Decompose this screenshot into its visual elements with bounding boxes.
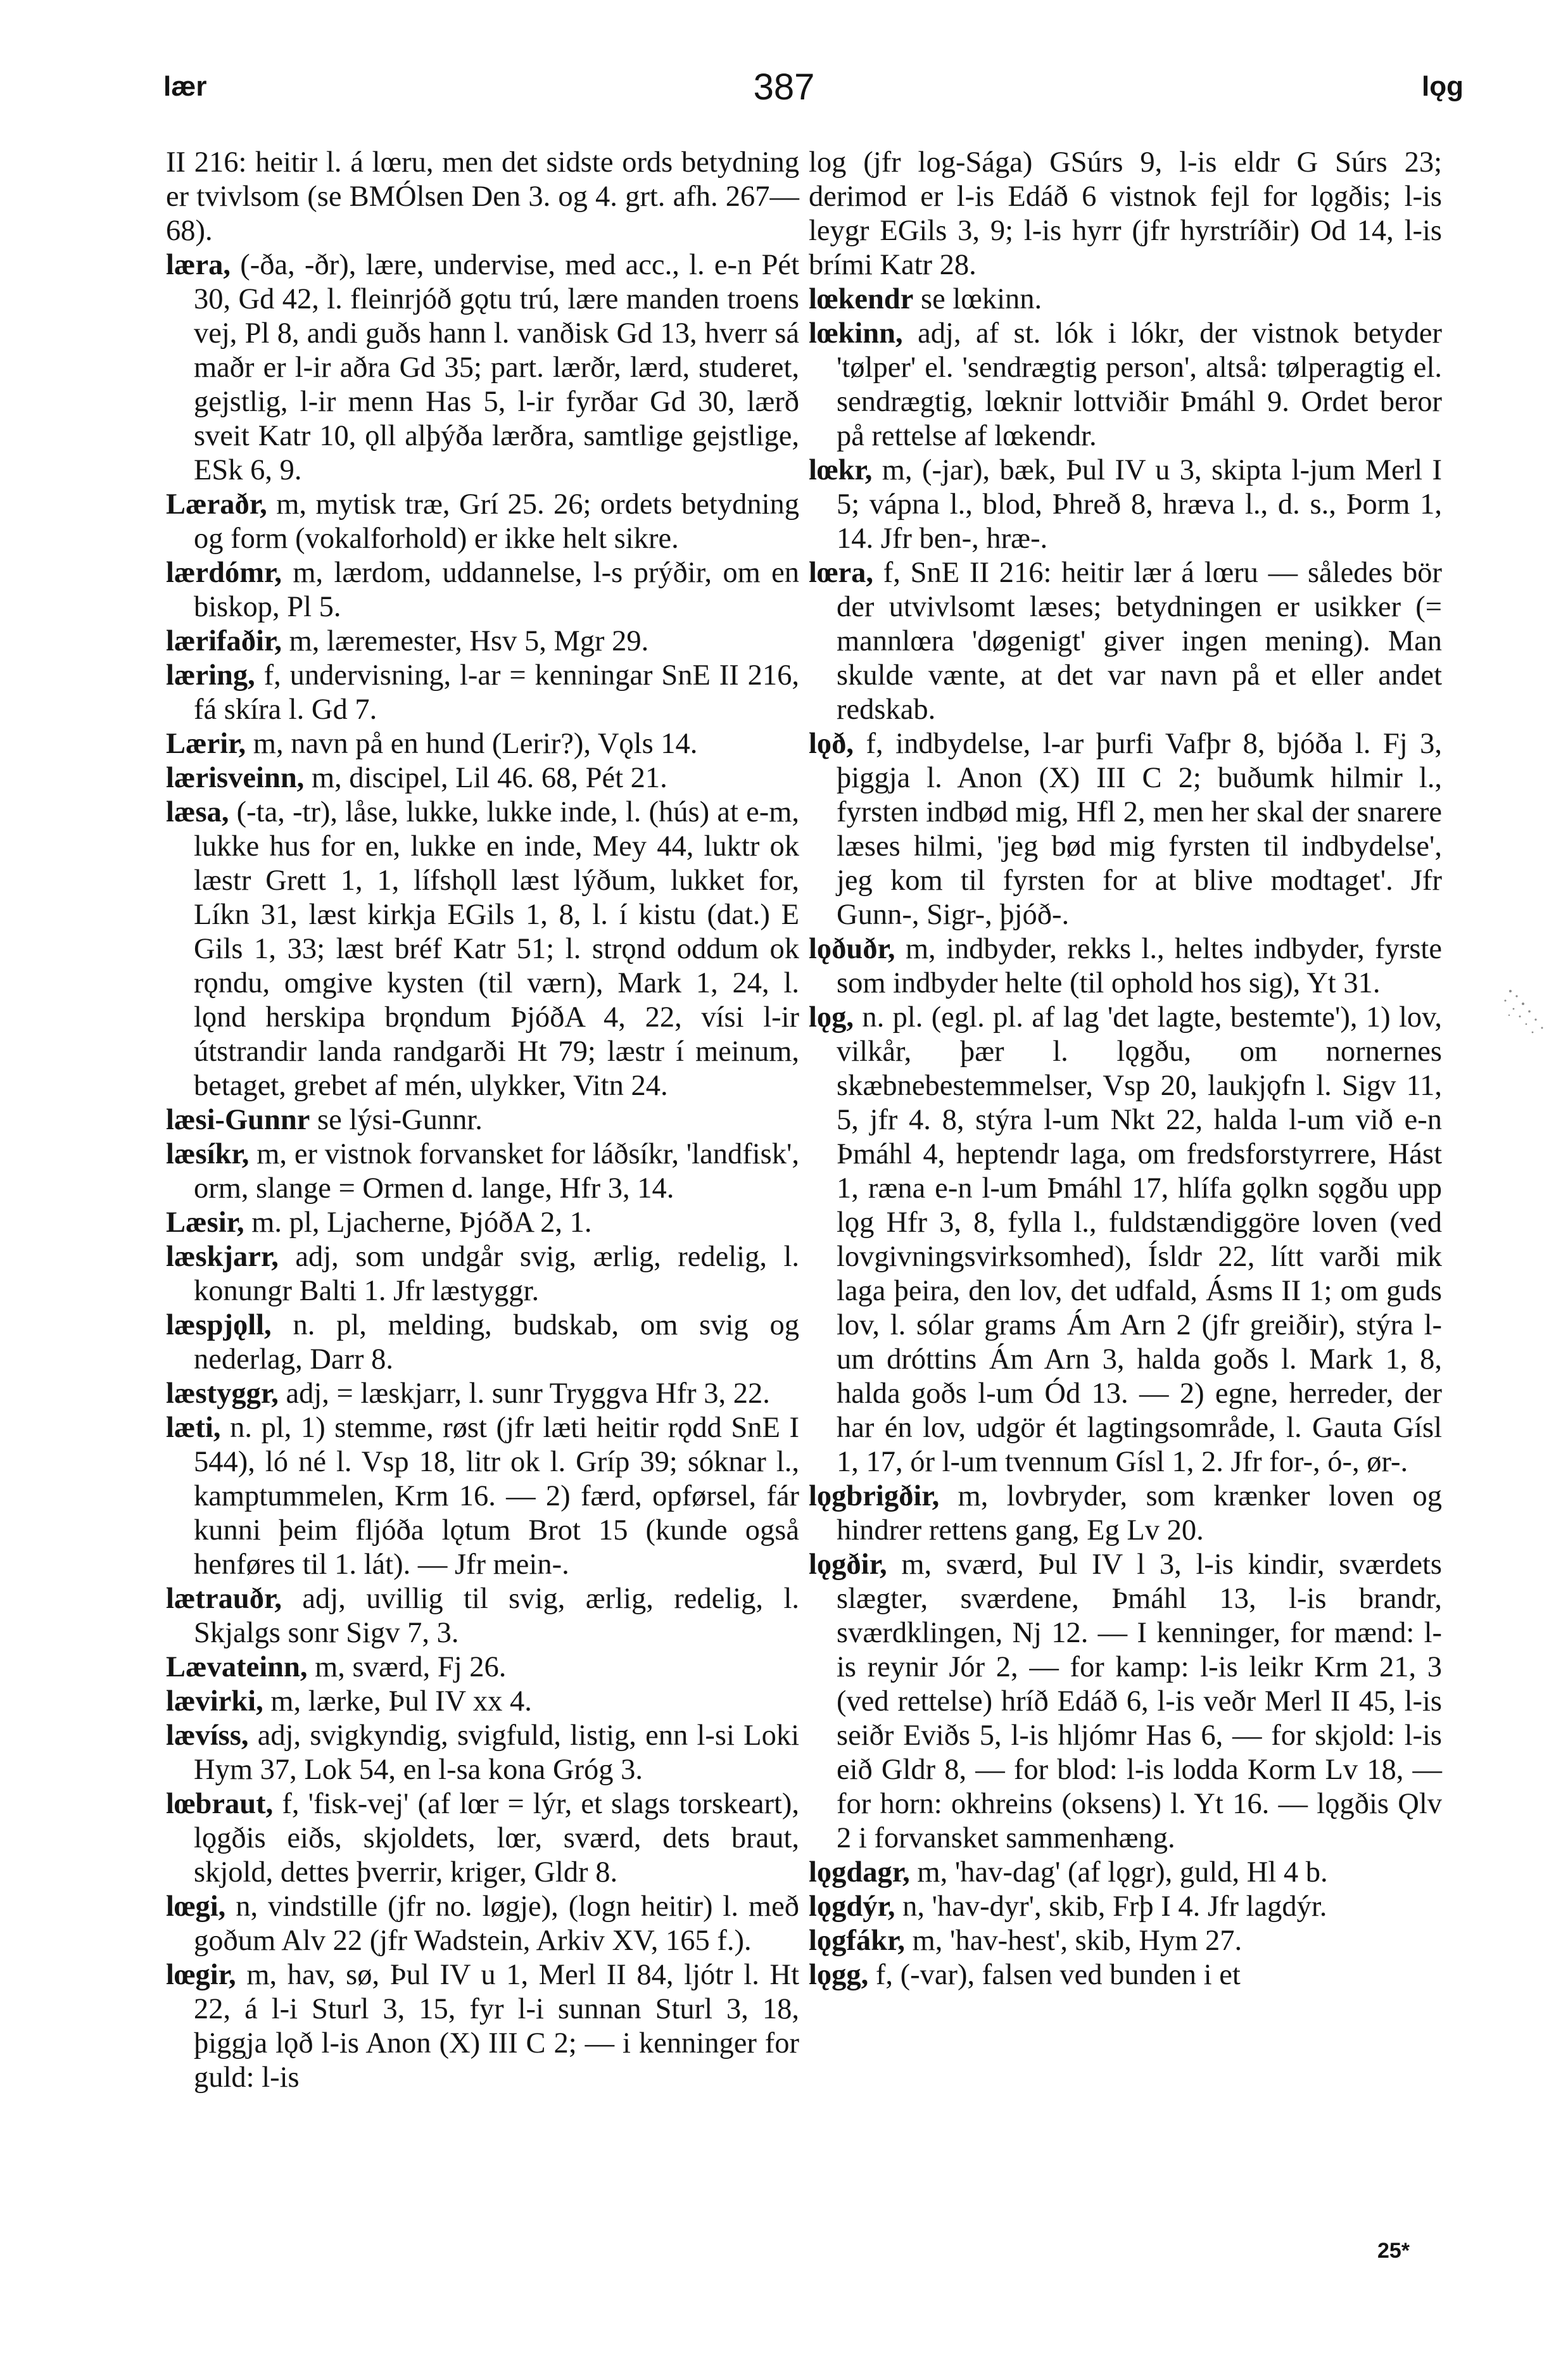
dictionary-entry bbox=[809, 1548, 1442, 1856]
dictionary-entry bbox=[166, 1377, 799, 1411]
entry-definition: n. pl, melding, budskab, om svig og nederlag, Darr 8. bbox=[194, 1309, 799, 1376]
entry-headword: lærisveinn, bbox=[166, 762, 305, 794]
entry-definition: adj, uvillig til svig, ærlig, redelig, l. Skjalgs sonr Sigv 7, 3. bbox=[194, 1583, 799, 1649]
dictionary-entry bbox=[166, 1650, 799, 1685]
entry-headword: læti, bbox=[166, 1412, 221, 1444]
entry-headword: lǫgfákr, bbox=[809, 1925, 906, 1957]
entry-definition: m, er vistnok forvansket for láðsíkr, 'landfisk', orm, slange = Ormen d. lange, Hfr 3, 14. bbox=[194, 1138, 799, 1205]
dictionary-entry bbox=[166, 146, 799, 248]
dictionary-entry bbox=[809, 1001, 1442, 1479]
entry-definition: f, indbydelse, l-ar þurfi Vafþr 8, bjóða l. Fj 3, þiggja l. Anon (X) III C 2; buðumk hilmir l., fyrsten indbød mig, Hfl 2, men her skal der snarere læses hilmi, 'jeg bød mig fyrsten til indbydelse', jeg kom til fyrsten for at blive modtaget'. Jfr Gunn-, Sigr-, þjóð-. bbox=[837, 728, 1442, 931]
entry-headword: lœgi, bbox=[166, 1890, 226, 1923]
entry-headword: lǫðuðr, bbox=[809, 933, 895, 965]
dictionary-entry bbox=[166, 1206, 799, 1240]
dictionary-entry bbox=[166, 1685, 799, 1719]
running-head-right: lǫg bbox=[1422, 71, 1464, 102]
dictionary-entry bbox=[809, 453, 1442, 556]
entry-definition: adj, af st. lók i lókr, der vistnok betyder 'tølper' el. 'sendrægtig person', altså: tølperagtig el. sendrægtig, lœknir lottviðir Þmáhl 9. Ordet beror på rettelse af lœkendr. bbox=[837, 317, 1442, 452]
dictionary-entry bbox=[166, 1411, 799, 1582]
dictionary-entry bbox=[809, 1924, 1442, 1958]
dictionary-entry bbox=[166, 1958, 799, 2095]
page-number: 387 bbox=[753, 66, 815, 108]
entry-definition: m, 'hav-hest', skib, Hym 27. bbox=[905, 1925, 1242, 1957]
running-head-left: lær bbox=[163, 71, 207, 102]
entry-definition: m, lærke, Þul IV xx 4. bbox=[263, 1685, 532, 1718]
entry-headword: lœkendr bbox=[809, 283, 914, 315]
dictionary-entry bbox=[166, 659, 799, 727]
entry-definition: m, lovbryder, som krænker loven og hindrer rettens gang, Eg Lv 20. bbox=[837, 1480, 1442, 1547]
entry-definition: II 216: heitir l. á lœru, men det sidste ords betydning er tvivlsom (se BMÓlsen Den 3. og 4. grt. afh. 267—68). bbox=[166, 146, 799, 247]
entry-definition: adj, som undgår svig, ærlig, redelig, l. konungr Balti 1. Jfr læstyggr. bbox=[194, 1241, 799, 1307]
dictionary-entry bbox=[809, 317, 1442, 453]
entry-headword: lœkr, bbox=[809, 454, 873, 486]
entry-headword: Lævateinn, bbox=[166, 1651, 308, 1683]
entry-definition: (-ða, -ðr), lære, undervise, med acc., l. e-n Pét 30, Gd 42, l. fleinrjóð gǫtu trú, lære manden troens vej, Pl 8, andi guðs hann l. vanðisk Gd 13, hverr sá maðr er l-ir aðra Gd 35; part. lærðr, lærd, studeret, gejstlig, l-ir menn Has 5, l-ir fyrðar Gd 30, lærð sveit Katr 10, ǫll alþýða lærðra, samtlige gejstlige, ESk 6, 9. bbox=[194, 249, 799, 486]
entry-headword: læsi-Gunnr bbox=[166, 1104, 310, 1136]
entry-definition: log (jfr log-Sága) GSúrs 9, l-is eldr G Súrs 23; derimod er l-is Edáð 6 vistnok fejl for lǫgðis; l-is leygr EGils 3, 9; l-is hyrr (jfr hyrstríðir) Od 14, l-is brími Katr 28. bbox=[809, 146, 1442, 281]
entry-definition: n, 'hav-dyr', skib, Frþ I 4. Jfr lagdýr. bbox=[895, 1890, 1327, 1923]
entry-definition: f, 'fisk-vej' (af lœr = lýr, et slags torskeart), lǫgðis eiðs, skjoldets, lœr, sværd, dets braut, skjold, dettes þverrir, kriger, Gldr 8. bbox=[194, 1788, 799, 1889]
dictionary-entry bbox=[809, 1856, 1442, 1890]
entry-definition: m, mytisk træ, Grí 25. 26; ordets betydning og form (vokalforhold) er ikke helt sikre. bbox=[194, 488, 799, 555]
entry-headword: læsa, bbox=[166, 796, 229, 828]
entry-headword: lævirki, bbox=[166, 1685, 263, 1718]
entry-definition: n. pl, 1) stemme, røst (jfr læti heitir rǫdd SnE I 544), ló né l. Vsp 18, litr ok l. Gríp 39; sóknar l., kamptummelen, Krm 16. — 2) færd, opførsel, fár kunni þeim fljóða lǫtum Brot 15 (kunde også henføres til 1. lát). — Jfr mein-. bbox=[194, 1412, 799, 1581]
dictionary-entry bbox=[166, 1137, 799, 1206]
entry-definition: se lýsi-Gunnr. bbox=[310, 1104, 483, 1136]
dictionary-entry bbox=[809, 282, 1442, 317]
entry-headword: lœra, bbox=[809, 557, 874, 589]
entry-headword: læring, bbox=[166, 659, 255, 692]
entry-headword: Læraðr, bbox=[166, 488, 267, 521]
entry-headword: lǫgdagr, bbox=[809, 1856, 910, 1889]
dictionary-entry bbox=[809, 1890, 1442, 1924]
dictionary-entry bbox=[166, 624, 799, 659]
entry-headword: lǫgbrigðir, bbox=[809, 1480, 940, 1512]
entry-definition: m, sværd, Fj 26. bbox=[307, 1651, 507, 1683]
entry-definition: f, undervisning, l-ar = kenningar SnE II 216, fá skíra l. Gd 7. bbox=[194, 659, 799, 726]
entry-headword: lærdómr, bbox=[166, 557, 282, 589]
entry-headword: lævíss, bbox=[166, 1719, 249, 1752]
entry-definition: f, (-var), falsen ved bunden i et bbox=[868, 1959, 1241, 1991]
entry-headword: lætrauðr, bbox=[166, 1583, 282, 1615]
entry-definition: f, SnE II 216: heitir lær á lœru — således bör der utvivlsomt læses; betydningen er usikker (= mannlœra 'døgenigt' giver ingen mening). Man skulde vænte, at det var navn på et eller andet redskab. bbox=[837, 557, 1442, 726]
dictionary-entry bbox=[166, 1240, 799, 1308]
print-speck-mark bbox=[1491, 978, 1561, 1048]
entry-definition: adj, = læskjarr, l. sunr Tryggva Hfr 3, 22. bbox=[278, 1377, 770, 1410]
entry-definition: m, 'hav-dag' (af lǫgr), guld, Hl 4 b. bbox=[909, 1856, 1328, 1889]
dictionary-entry bbox=[166, 248, 799, 488]
right-column bbox=[809, 146, 1442, 1992]
dictionary-entry bbox=[809, 1479, 1442, 1548]
entry-definition: m, lærdom, uddannelse, l-s prýðir, om en biskop, Pl 5. bbox=[194, 557, 799, 623]
entry-headword: lǫð, bbox=[809, 728, 854, 760]
entry-definition: (-ta, -tr), låse, lukke, lukke inde, l. (hús) at e-m, lukke hus for en, lukke en inde, Mey 44, luktr ok læstr Grett 1, 1, lífshǫll læst lýðum, lukket for, Líkn 31, læst kirkja EGils 1, 8, l. í kistu (dat.) E Gils 1, 33; læst bréf Katr 51; l. strǫnd oddum ok rǫndu, omgive kysten (til værn), Mark 1, 24, l. lǫnd herskipa brǫndum ÞjóðA 4, 22, vísi l-ir útstrandir landa randgarði Ht 79; læstr í meinum, betaget, grebet af mén, ulykker, Vitn 24. bbox=[194, 796, 799, 1102]
entry-headword: Lærir, bbox=[166, 728, 246, 760]
entry-headword: læskjarr, bbox=[166, 1241, 279, 1273]
dictionary-entry bbox=[166, 1308, 799, 1377]
entry-definition: m, discipel, Lil 46. 68, Pét 21. bbox=[304, 762, 667, 794]
dictionary-entry bbox=[166, 1890, 799, 1958]
dictionary-entry bbox=[166, 1787, 799, 1890]
entry-definition: m. pl, Ljacherne, ÞjóðA 2, 1. bbox=[244, 1206, 592, 1239]
signature-mark: 25* bbox=[1377, 2239, 1410, 2263]
entry-headword: lǫgg, bbox=[809, 1959, 869, 1991]
dictionary-entry bbox=[166, 795, 799, 1103]
dictionary-entry bbox=[166, 1719, 799, 1787]
dictionary-entry bbox=[809, 146, 1442, 282]
entry-definition: adj, svigkyndig, svigfuld, listig, enn l-si Loki Hym 37, Lok 54, en l-sa kona Gróg 3. bbox=[194, 1719, 799, 1786]
entry-headword: lœgir, bbox=[166, 1959, 236, 1991]
entry-definition: n, vindstille (jfr no. løgje), (logn heitir) l. með goðum Alv 22 (jfr Wadstein, Arkiv XV, 165 f.). bbox=[194, 1890, 799, 1957]
entry-definition: m, navn på en hund (Lerir?), Vǫls 14. bbox=[246, 728, 698, 760]
dictionary-entry bbox=[166, 556, 799, 624]
entry-headword: læspjǫll, bbox=[166, 1309, 272, 1341]
entry-definition: n. pl. (egl. pl. af lag 'det lagte, bestemte'), 1) lov, vilkår, þær l. lǫgðu, om nornernes skæbnebestemmelser, Vsp 20, laukjǫfn l. Sigv 11, 5, jfr 4. 8, stýra l-um Nkt 22, halda l-um við e-n Þmáhl 4, heptendr laga, om fredsforstyrrere, Hást 1, ræna e-n l-um Þmáhl 17, hlífa gǫlkn sǫgðu upp lǫg Hfr 3, 8, fylla l., fuldstændiggöre loven (ved lovgivningsvirksomhed), Ísldr 22, lítt varði mik laga þeira, den lov, det udfald, Ásms II 1; om guds lov, l. sólar grams Ám Arn 2 (jfr greiðir), stýra l-um dróttins Ám Arn 3, halda goðs l. Mark 1, 8, halda goðs l-um Ód 13. — 2) egne, herreder, der har én lov, udgör ét lagtingsområde, l. Gauta Gísl 1, 17, ór l-um tvennum Gísl 1, 2. Jfr for-, ó-, ør-. bbox=[837, 1001, 1442, 1478]
dictionary-entry bbox=[166, 488, 799, 556]
entry-definition: m, hav, sø, Þul IV u 1, Merl II 84, ljótr l. Ht 22, á l-i Sturl 3, 15, fyr l-i sunnan Sturl 3, 18, þiggja lǫð l-is Anon (X) III C 2; — i kenninger for guld: l-is bbox=[194, 1959, 799, 2094]
entry-definition: m, læremester, Hsv 5, Mgr 29. bbox=[281, 625, 649, 657]
entry-definition: se lœkinn. bbox=[913, 283, 1042, 315]
dictionary-entry bbox=[809, 727, 1442, 932]
dictionary-entry bbox=[809, 556, 1442, 727]
entry-headword: Læsir, bbox=[166, 1206, 244, 1239]
entry-headword: læra, bbox=[166, 249, 231, 281]
dictionary-entry bbox=[166, 761, 799, 795]
dictionary-entry bbox=[166, 1103, 799, 1137]
entry-headword: lǫg, bbox=[809, 1001, 854, 1034]
dictionary-entry bbox=[166, 1582, 799, 1650]
dictionary-entry bbox=[809, 932, 1442, 1001]
dictionary-entry bbox=[166, 727, 799, 761]
entry-headword: læsíkr, bbox=[166, 1138, 250, 1170]
entry-headword: lærifaðir, bbox=[166, 625, 282, 657]
entry-headword: læstyggr, bbox=[166, 1377, 279, 1410]
left-column bbox=[166, 146, 799, 2095]
entry-definition: m, (-jar), bæk, Þul IV u 3, skipta l-jum Merl I 5; vápna l., blod, Þhreð 8, hræva l., d. s., Þorm 1, 14. Jfr ben-, hræ-. bbox=[837, 454, 1442, 555]
entry-headword: lǫgdýr, bbox=[809, 1890, 895, 1923]
entry-headword: lœbraut, bbox=[166, 1788, 274, 1820]
entry-definition: m, indbyder, rekks l., heltes indbyder, fyrste som indbyder helte (til ophold hos sig), Yt 31. bbox=[837, 933, 1442, 999]
entry-headword: lǫgðir, bbox=[809, 1548, 887, 1581]
entry-headword: lœkinn, bbox=[809, 317, 903, 350]
dictionary-entry bbox=[809, 1958, 1442, 1992]
entry-definition: m, sværd, Þul IV l 3, l-is kindir, sværdets slægter, sværdene, Þmáhl 13, l-is brandr, sværdklingen, Nj 12. — I kenninger, for mænd: l-is reynir Jór 2, — for kamp: l-is leikr Krm 21, 3 (ved rettelse) hríð Edáð 6, l-is veðr Merl II 45, l-is seiðr Eviðs 5, l-is hljómr Has 6, — for skjold: l-is eið Gldr 8, — for blod: l-is lodda Korm Lv 18, — for horn: okhreins (oksens) l. Yt 16. — lǫgðis Ǫlv 2 i forvansket sammenhæng. bbox=[837, 1548, 1442, 1854]
